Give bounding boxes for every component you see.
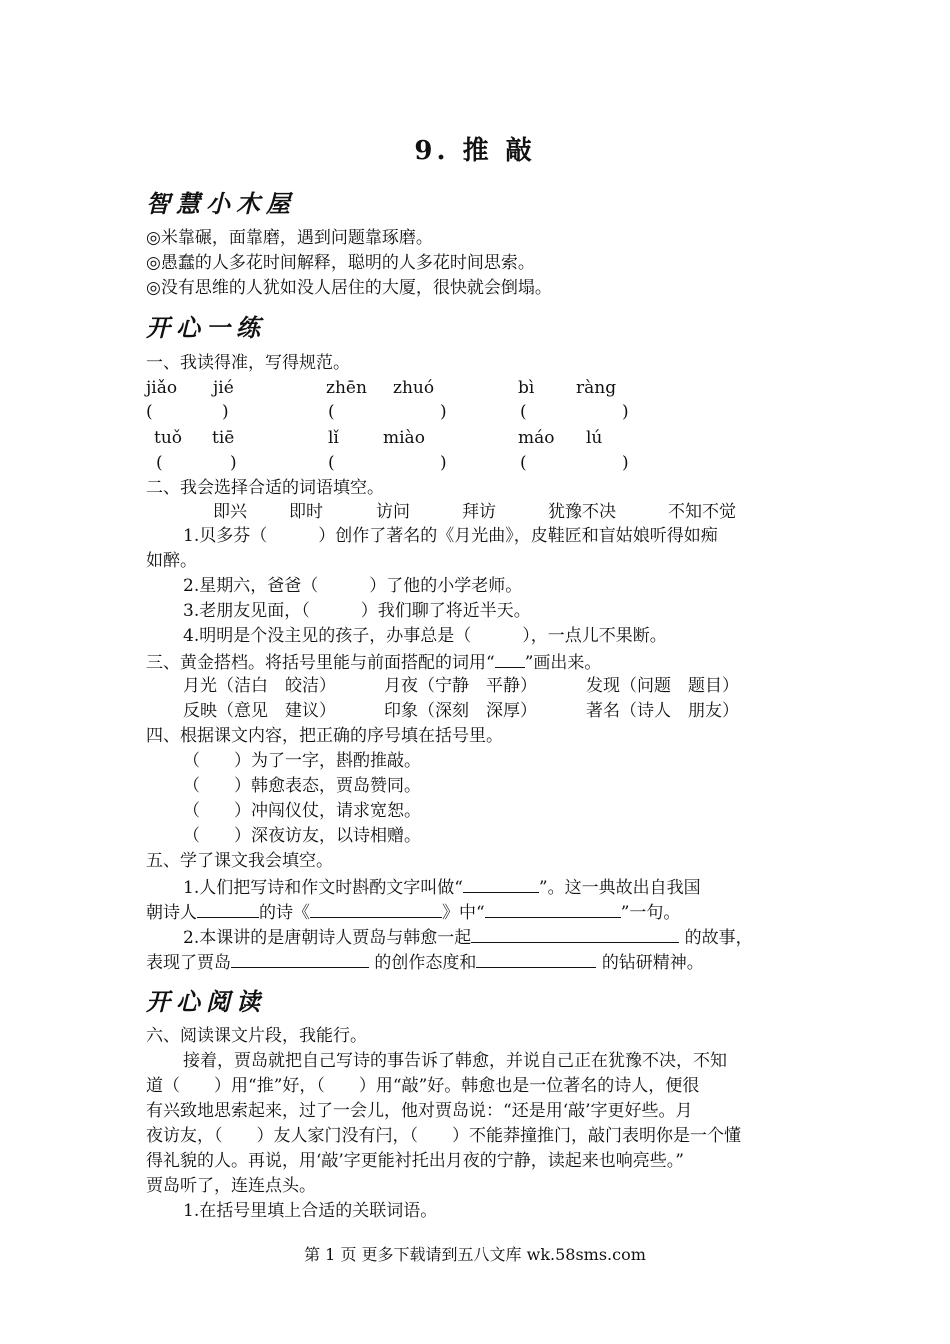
word-option: 即时 — [289, 502, 323, 522]
passage-line: 道（ ）用“推”好，（ ）用“敲”好。韩愈也是一位著名的诗人，便很 — [146, 1076, 700, 1096]
question-3-label: 三、黄金搭档。将括号里能与前面搭配的词用“ ”画出来。 — [146, 649, 601, 675]
passage-line: 有兴致地思索起来，过了一会儿，他对贾岛说：“还是用‘敲’字更好些。月 — [146, 1101, 693, 1121]
q2-sentence-1-cont: 如醉。 — [146, 551, 197, 571]
word-option: 不知不觉 — [668, 502, 736, 522]
pair-option: 反映（意见 建议） — [183, 701, 336, 721]
fill-blank — [231, 949, 369, 968]
question-4-label: 四、根据课文内容，把正确的序号填在括号里。 — [146, 726, 503, 746]
pair-option: 月夜（宁静 平静） — [384, 676, 537, 696]
quote-1: ◎米靠碾，面靠磨，遇到问题靠琢磨。 — [146, 228, 433, 248]
answer-blank-open: ( — [520, 402, 527, 422]
word-option: 访问 — [376, 502, 410, 522]
pinyin-zhen: zhēn — [326, 378, 367, 398]
pinyin-jie: jié — [213, 378, 234, 398]
fill-blank — [197, 899, 259, 918]
pair-option: 著名（诗人 朋友） — [586, 701, 739, 721]
answer-blank-close: ) — [622, 402, 629, 422]
answer-blank-open: ( — [520, 453, 527, 473]
sequence-item: （ ）深夜访友，以诗相赠。 — [183, 826, 421, 846]
passage-line: 接着，贾岛就把自己写诗的事告诉了韩愈，并说自己正在犹豫不决，不知 — [183, 1051, 727, 1071]
answer-blank-close: ) — [622, 453, 629, 473]
q2-sentence-3: 3.老朋友见面，（ ）我们聊了将近半天。 — [183, 601, 531, 621]
fill-blank — [463, 874, 539, 893]
q2-sentence-4: 4.明明是个没主见的孩子，办事总是（ ），一点儿不果断。 — [183, 626, 667, 646]
word-option: 拜访 — [462, 502, 496, 522]
pair-option: 发现（问题 题目） — [586, 676, 739, 696]
question-5-label: 五、学了课文我会填空。 — [146, 851, 333, 871]
pair-option: 印象（深刻 深厚） — [384, 701, 537, 721]
fill-blank — [476, 949, 596, 968]
word-option: 即兴 — [213, 502, 247, 522]
answer-blank-open: ( — [146, 402, 153, 422]
answer-blank-close: ) — [440, 453, 447, 473]
passage-line: 得礼貌的人。再说，用‘敲’字更能衬托出月夜的宁静，读起来也响亮些。” — [146, 1151, 684, 1171]
question-6-label: 六、阅读课文片段，我能行。 — [146, 1026, 367, 1046]
fill-blank — [485, 899, 621, 918]
pinyin-bi: bì — [518, 378, 535, 398]
answer-blank-open: ( — [156, 453, 163, 473]
page-title: 9. 推 敲 — [414, 136, 536, 166]
pinyin-lu: lú — [586, 428, 603, 448]
q5-sentence-1-cont: 朝诗人 的诗《 》中“ ”一句。 — [146, 899, 680, 925]
q2-sentence-1: 1.贝多芬（ ）创作了著名的《月光曲》，皮鞋匠和盲姑娘听得如痴 — [183, 526, 718, 546]
q2-sentence-2: 2.星期六，爸爸（ ）了他的小学老师。 — [183, 576, 523, 596]
pair-option: 月光（洁白 皎洁） — [183, 676, 336, 696]
pinyin-miao: miào — [383, 428, 425, 448]
section-heading-reading: 开心阅读 — [146, 987, 266, 1016]
passage-line: 贾岛听了，连连点头。 — [146, 1176, 316, 1196]
word-option: 犹豫不决 — [548, 502, 616, 522]
pinyin-tie: tiē — [212, 428, 235, 448]
pinyin-li: lǐ — [328, 428, 339, 448]
q5-sentence-1: 1.人们把写诗和作文时斟酌文字叫做“ ”。这一典故出自我国 — [183, 874, 701, 900]
sequence-item: （ ）韩愈表态，贾岛赞同。 — [183, 776, 421, 796]
section-heading-practice: 开心一练 — [146, 313, 266, 342]
pinyin-tuo: tuǒ — [154, 428, 183, 448]
quote-2: ◎愚蠢的人多花时间解释，聪明的人多花时间思索。 — [146, 253, 535, 273]
pinyin-jiao: jiǎo — [146, 378, 178, 398]
sequence-item: （ ）冲闯仪仗，请求宽恕。 — [183, 801, 421, 821]
section-heading-wisdom: 智慧小木屋 — [146, 189, 296, 218]
question-2-label: 二、我会选择合适的词语填空。 — [146, 478, 384, 498]
q5-sentence-2-cont: 表现了贾岛 的创作态度和 的钻研精神。 — [146, 949, 704, 975]
fill-blank — [310, 899, 442, 918]
fill-blank — [471, 924, 679, 943]
answer-blank-close: ) — [230, 453, 237, 473]
page-footer: 第 1 页 更多下载请到五八文库 wk.58sms.com — [304, 1245, 646, 1264]
pinyin-rang: ràng — [576, 378, 617, 398]
sequence-item: （ ）为了一字，斟酌推敲。 — [183, 751, 421, 771]
underline-mark — [495, 649, 525, 668]
answer-blank-open: ( — [328, 402, 335, 422]
answer-blank-close: ) — [222, 402, 229, 422]
answer-blank-close: ) — [440, 402, 447, 422]
passage-line: 夜访友，（ ）友人家门没有闩，（ ）不能莽撞推门，敲门表明你是一个懂 — [146, 1126, 741, 1146]
pinyin-mao: máo — [518, 428, 555, 448]
question-1-label: 一、我读得准，写得规范。 — [146, 353, 350, 373]
pinyin-zhuo: zhuó — [393, 378, 435, 398]
answer-blank-open: ( — [328, 453, 335, 473]
quote-3: ◎没有思维的人犹如没人居住的大厦，很快就会倒塌。 — [146, 278, 552, 298]
q5-sentence-2: 2.本课讲的是唐朝诗人贾岛与韩愈一起 的故事， — [183, 924, 753, 950]
sub-question-1: 1.在括号里填上合适的关联词语。 — [183, 1201, 438, 1221]
